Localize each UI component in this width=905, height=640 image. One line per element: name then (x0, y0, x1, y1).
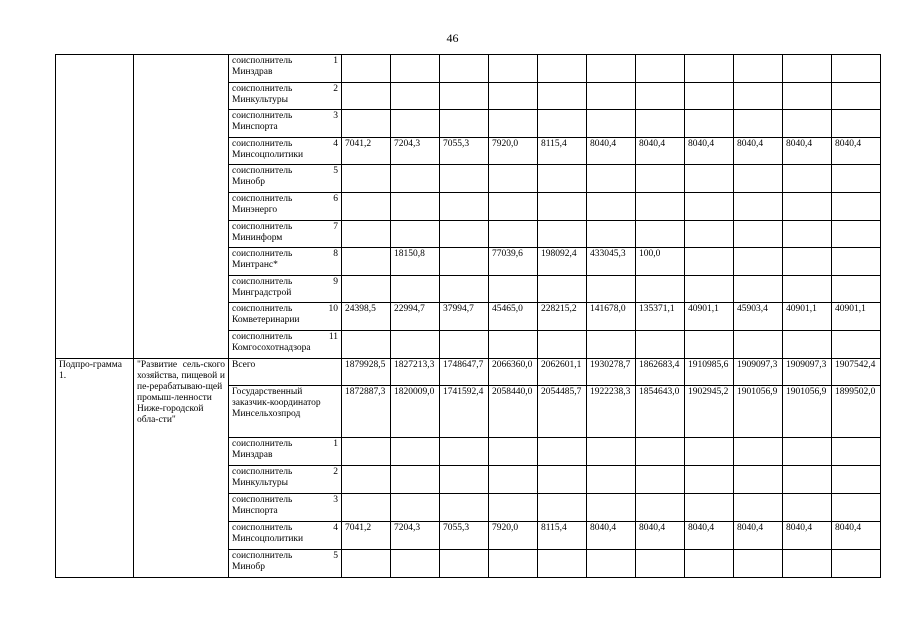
role-cell (229, 275, 342, 303)
role-label: соисполнитель (232, 550, 293, 561)
value-cell (440, 220, 489, 248)
value-cell: 8040,4 (734, 521, 783, 549)
role-head (232, 439, 338, 450)
value-cell (342, 82, 391, 110)
value-cell (832, 493, 881, 521)
value-cell (636, 192, 685, 220)
subprogram-name: "Развитие сель-ского хозяйства, пищевой и пе-рерабатываю-щей промыш-ленности Ниже-городской обла-сти" (134, 358, 229, 577)
value-cell: 7041,2 (342, 137, 391, 165)
value-cell (636, 165, 685, 193)
value-cell (832, 437, 881, 465)
role-label: соисполнитель (232, 276, 293, 287)
value-cell (685, 275, 734, 303)
value-cell: 2062601,1 (538, 358, 587, 385)
value-cell (685, 465, 734, 493)
role-label: соисполнитель (232, 193, 293, 204)
role-cell (229, 303, 342, 331)
page-number: 46 (446, 31, 459, 45)
value-cell: 8040,4 (636, 137, 685, 165)
value-cell: 1872887,3 (342, 385, 391, 437)
role-label: соисполнитель (232, 466, 293, 477)
value-cell (391, 82, 440, 110)
value-cell (489, 493, 538, 521)
value-cell (832, 192, 881, 220)
value-cell: 77039,6 (489, 248, 538, 276)
value-cell (734, 248, 783, 276)
value-cell (342, 192, 391, 220)
value-cell (391, 110, 440, 138)
value-cell (440, 437, 489, 465)
value-cell (734, 82, 783, 110)
value-cell (685, 248, 734, 276)
value-cell (783, 55, 832, 83)
value-cell (832, 82, 881, 110)
value-cell: 8040,4 (783, 137, 832, 165)
value-cell: 7204,3 (391, 521, 440, 549)
role-number: 4 (333, 522, 338, 533)
role-head (232, 495, 338, 506)
role-number: 5 (333, 166, 338, 177)
organization-name: Минсоцполитики (232, 149, 304, 160)
value-cell: 45903,4 (734, 303, 783, 331)
role-cell (229, 493, 342, 521)
value-cell: 7055,3 (440, 521, 489, 549)
value-cell (636, 330, 685, 358)
value-cell (489, 437, 538, 465)
role-number: 6 (333, 193, 338, 204)
value-cell (342, 55, 391, 83)
value-cell (538, 55, 587, 83)
value-cell: 18150,8 (391, 248, 440, 276)
value-cell (685, 55, 734, 83)
role-number: 9 (333, 276, 338, 287)
role-head (232, 523, 338, 534)
value-cell: 1820009,0 (391, 385, 440, 437)
value-cell (342, 248, 391, 276)
value-cell (440, 165, 489, 193)
role-cell (229, 220, 342, 248)
value-cell (391, 192, 440, 220)
value-cell: 7041,2 (342, 521, 391, 549)
value-cell (832, 165, 881, 193)
budget-table (55, 54, 881, 578)
value-cell: 100,0 (636, 248, 685, 276)
role-label: соисполнитель (232, 56, 293, 66)
value-cell (832, 110, 881, 138)
value-cell (734, 465, 783, 493)
role-cell (229, 521, 342, 549)
role-head (232, 194, 338, 205)
role-head (232, 551, 338, 562)
value-cell (440, 110, 489, 138)
value-cell: 2054485,7 (538, 385, 587, 437)
role-cell (229, 549, 342, 577)
value-cell: 1909097,3 (783, 358, 832, 385)
value-cell (685, 549, 734, 577)
role-cell (229, 465, 342, 493)
value-cell (440, 275, 489, 303)
value-cell (489, 82, 538, 110)
value-cell (342, 220, 391, 248)
value-cell (587, 192, 636, 220)
value-cell (391, 55, 440, 83)
value-cell (636, 465, 685, 493)
value-cell (783, 165, 832, 193)
role-cell (229, 137, 342, 165)
value-cell: 141678,0 (587, 303, 636, 331)
role-head (232, 332, 338, 343)
value-cell: 7055,3 (440, 137, 489, 165)
role-number: 11 (328, 331, 338, 342)
value-cell (783, 549, 832, 577)
role-number: 10 (328, 304, 338, 315)
value-cell (734, 275, 783, 303)
value-cell (538, 220, 587, 248)
role-label: соисполнитель (232, 494, 293, 505)
value-cell (783, 465, 832, 493)
role-head (232, 166, 338, 177)
table-row (56, 55, 881, 83)
value-cell (538, 330, 587, 358)
value-cell (489, 165, 538, 193)
value-cell (636, 110, 685, 138)
value-cell (538, 275, 587, 303)
value-cell (391, 493, 440, 521)
role-label: соисполнитель (232, 138, 293, 149)
value-cell: 433045,3 (587, 248, 636, 276)
organization-name: Комгосохотнадзора (232, 342, 311, 353)
value-cell (636, 437, 685, 465)
value-cell (489, 55, 538, 83)
value-cell (783, 275, 832, 303)
role-label: соисполнитель (232, 249, 293, 260)
value-cell: 2066360,0 (489, 358, 538, 385)
value-cell (587, 82, 636, 110)
role-head (232, 139, 338, 150)
value-cell (685, 110, 734, 138)
value-cell (440, 465, 489, 493)
value-cell: 198092,4 (538, 248, 587, 276)
role-head (232, 304, 338, 315)
role-label: соисполнитель (232, 83, 293, 94)
value-cell (783, 82, 832, 110)
value-cell (489, 110, 538, 138)
value-cell: 8040,4 (734, 137, 783, 165)
value-cell (342, 165, 391, 193)
organization-name: Минобр (232, 561, 265, 572)
value-cell: 1899502,0 (832, 385, 881, 437)
role-label: соисполнитель (232, 304, 293, 315)
role-number: 3 (333, 494, 338, 505)
value-cell (391, 275, 440, 303)
value-cell (440, 493, 489, 521)
value-cell (734, 330, 783, 358)
value-cell (734, 55, 783, 83)
program-number-cell (56, 55, 134, 359)
value-cell (489, 275, 538, 303)
role-number: 1 (333, 438, 338, 449)
value-cell (489, 330, 538, 358)
value-cell (489, 192, 538, 220)
value-cell (587, 330, 636, 358)
role-label: соисполнитель (232, 331, 293, 342)
subprogram-label: Подпро-грамма 1. (56, 358, 134, 577)
value-cell (391, 220, 440, 248)
value-cell: 228215,2 (538, 303, 587, 331)
value-cell (587, 549, 636, 577)
value-cell: 1902945,2 (685, 385, 734, 437)
value-cell: 135371,1 (636, 303, 685, 331)
role-cell (229, 165, 342, 193)
value-cell (685, 330, 734, 358)
value-cell: 1901056,9 (783, 385, 832, 437)
role-cell (229, 192, 342, 220)
organization-name: Минэнерго (232, 204, 278, 215)
value-cell (832, 549, 881, 577)
row-label: Всего (229, 358, 342, 385)
role-label: соисполнитель (232, 522, 293, 533)
role-head (232, 222, 338, 233)
role-head (232, 56, 338, 67)
value-cell (538, 437, 587, 465)
value-cell: 37994,7 (440, 303, 489, 331)
value-cell: 1907542,4 (832, 358, 881, 385)
value-cell (391, 437, 440, 465)
value-cell (783, 220, 832, 248)
organization-name: Минобр (232, 177, 265, 188)
value-cell (538, 549, 587, 577)
value-cell (783, 493, 832, 521)
value-cell: 2058440,0 (489, 385, 538, 437)
value-cell (734, 110, 783, 138)
value-cell (832, 248, 881, 276)
value-cell: 1854643,0 (636, 385, 685, 437)
row-label: Государственный заказчик-координатор Минсельхозпрод (229, 385, 342, 437)
organization-name: Минкультуры (232, 477, 289, 488)
value-cell (734, 549, 783, 577)
table-row (56, 358, 881, 385)
value-cell (636, 55, 685, 83)
organization-name: Мининформ (232, 232, 283, 243)
value-cell (391, 465, 440, 493)
value-cell (734, 437, 783, 465)
value-cell: 8040,4 (832, 137, 881, 165)
organization-name: Минспорта (232, 122, 278, 133)
organization-name: Минспорта (232, 505, 278, 516)
value-cell (685, 220, 734, 248)
role-cell (229, 437, 342, 465)
value-cell (538, 465, 587, 493)
value-cell (636, 549, 685, 577)
organization-name: Минградстрой (232, 287, 292, 298)
organization-name: Минздрав (232, 67, 273, 77)
value-cell (342, 275, 391, 303)
value-cell (489, 465, 538, 493)
value-cell (587, 275, 636, 303)
value-cell: 1922238,3 (587, 385, 636, 437)
value-cell (685, 493, 734, 521)
value-cell (342, 330, 391, 358)
organization-name: Минсоцполитики (232, 533, 304, 544)
value-cell (832, 465, 881, 493)
value-cell (783, 110, 832, 138)
value-cell: 1909097,3 (734, 358, 783, 385)
value-cell (587, 465, 636, 493)
value-cell (636, 220, 685, 248)
role-number: 8 (333, 249, 338, 260)
table-body (56, 55, 881, 578)
role-cell (229, 55, 342, 83)
value-cell (636, 275, 685, 303)
role-number: 2 (333, 83, 338, 94)
value-cell: 1827213,3 (391, 358, 440, 385)
value-cell: 1862683,4 (636, 358, 685, 385)
value-cell: 22994,7 (391, 303, 440, 331)
value-cell: 1910985,6 (685, 358, 734, 385)
value-cell: 1901056,9 (734, 385, 783, 437)
role-number: 5 (333, 550, 338, 561)
value-cell (342, 465, 391, 493)
value-cell: 8040,4 (636, 521, 685, 549)
role-number: 4 (333, 138, 338, 149)
value-cell (391, 165, 440, 193)
value-cell (685, 192, 734, 220)
organization-name: Комветеринарии (232, 315, 300, 326)
value-cell (391, 330, 440, 358)
value-cell: 45465,0 (489, 303, 538, 331)
value-cell (636, 82, 685, 110)
value-cell (538, 82, 587, 110)
value-cell (734, 165, 783, 193)
value-cell (538, 110, 587, 138)
role-label: соисполнитель (232, 111, 293, 122)
value-cell (342, 493, 391, 521)
value-cell (342, 437, 391, 465)
value-cell (783, 437, 832, 465)
value-cell: 1879928,5 (342, 358, 391, 385)
organization-name: Минздрав (232, 449, 273, 460)
value-cell (342, 110, 391, 138)
value-cell (538, 165, 587, 193)
value-cell (538, 192, 587, 220)
value-cell (587, 165, 636, 193)
value-cell: 8040,4 (832, 521, 881, 549)
role-number: 3 (333, 111, 338, 122)
value-cell (440, 82, 489, 110)
role-head (232, 249, 338, 260)
role-cell (229, 330, 342, 358)
value-cell (440, 55, 489, 83)
value-cell (440, 192, 489, 220)
value-cell: 8040,4 (685, 137, 734, 165)
value-cell: 24398,5 (342, 303, 391, 331)
value-cell (832, 330, 881, 358)
value-cell (832, 220, 881, 248)
role-number: 2 (333, 466, 338, 477)
value-cell: 1930278,7 (587, 358, 636, 385)
program-name-cell (134, 55, 229, 359)
value-cell (587, 110, 636, 138)
value-cell (440, 248, 489, 276)
role-cell (229, 82, 342, 110)
role-cell (229, 248, 342, 276)
organization-name: Минкультуры (232, 94, 289, 105)
value-cell (342, 549, 391, 577)
role-cell (229, 110, 342, 138)
value-cell (440, 549, 489, 577)
role-label: соисполнитель (232, 166, 293, 177)
value-cell: 8040,4 (783, 521, 832, 549)
role-number: 1 (333, 56, 338, 66)
value-cell (783, 248, 832, 276)
value-cell (832, 55, 881, 83)
value-cell: 7204,3 (391, 137, 440, 165)
role-head (232, 277, 338, 288)
value-cell: 1748647,7 (440, 358, 489, 385)
role-head (232, 467, 338, 478)
value-cell (734, 192, 783, 220)
role-head (232, 84, 338, 95)
role-label: соисполнитель (232, 438, 293, 449)
value-cell (538, 493, 587, 521)
value-cell (391, 549, 440, 577)
value-cell: 1741592,4 (440, 385, 489, 437)
value-cell: 8115,4 (538, 521, 587, 549)
role-label: соисполнитель (232, 221, 293, 232)
value-cell: 7920,0 (489, 137, 538, 165)
value-cell (587, 493, 636, 521)
value-cell: 8040,4 (587, 521, 636, 549)
value-cell: 7920,0 (489, 521, 538, 549)
value-cell: 40901,1 (832, 303, 881, 331)
value-cell (734, 220, 783, 248)
role-head (232, 111, 338, 122)
value-cell (832, 275, 881, 303)
value-cell (587, 220, 636, 248)
value-cell (685, 165, 734, 193)
value-cell: 8115,4 (538, 137, 587, 165)
value-cell: 8040,4 (685, 521, 734, 549)
value-cell (783, 330, 832, 358)
value-cell (489, 549, 538, 577)
value-cell: 40901,1 (685, 303, 734, 331)
value-cell (440, 330, 489, 358)
value-cell (489, 220, 538, 248)
value-cell (685, 437, 734, 465)
value-cell (587, 55, 636, 83)
value-cell: 8040,4 (587, 137, 636, 165)
value-cell (734, 493, 783, 521)
value-cell (783, 192, 832, 220)
role-number: 7 (333, 221, 338, 232)
value-cell (636, 493, 685, 521)
value-cell (587, 437, 636, 465)
value-cell (685, 82, 734, 110)
organization-name: Минтранс* (232, 260, 278, 271)
value-cell: 40901,1 (783, 303, 832, 331)
